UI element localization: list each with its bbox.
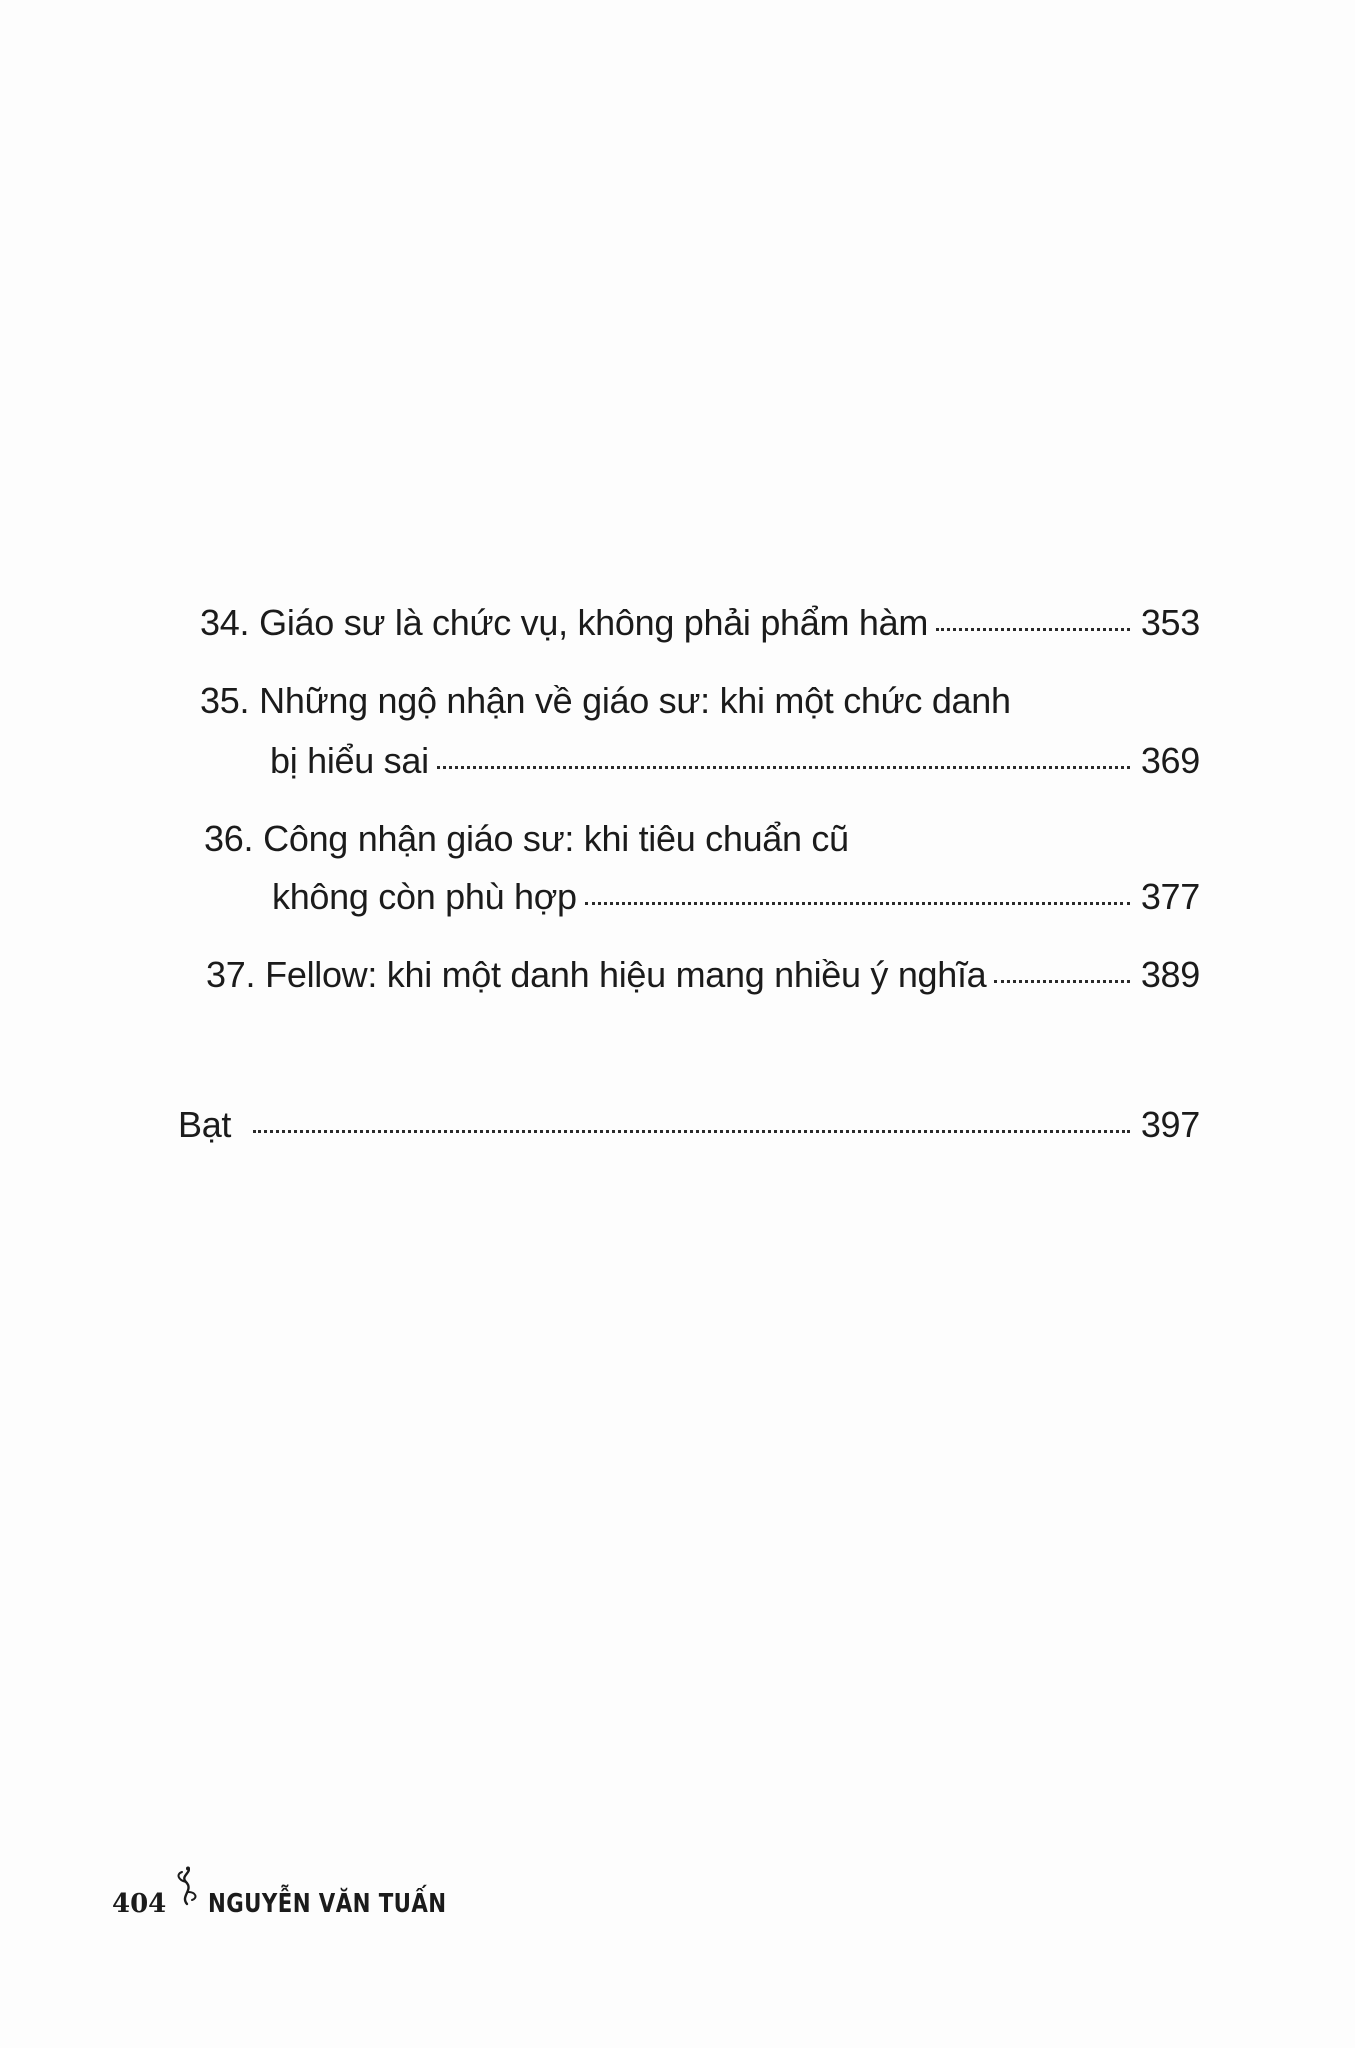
toc-line bbox=[178, 1104, 1200, 1146]
entry-title: Giáo sư là chức vụ, không phải phẩm hàm bbox=[259, 602, 929, 643]
toc-line bbox=[204, 818, 849, 860]
entry-number: 37. bbox=[206, 954, 256, 995]
entry-title-continued: không còn phù hợp bbox=[272, 876, 577, 917]
entry-title-continued: bị hiểu sai bbox=[270, 740, 429, 781]
entry-page-number: 377 bbox=[1140, 876, 1200, 917]
afterword-title: Bạt bbox=[178, 1104, 232, 1145]
toc-line bbox=[200, 602, 1200, 644]
floral-ornament-icon bbox=[174, 1866, 200, 1915]
entry-page-number: 389 bbox=[1140, 954, 1200, 995]
running-footer bbox=[112, 1872, 499, 1921]
dot-leader bbox=[437, 766, 1130, 769]
dot-leader bbox=[936, 628, 1130, 631]
folio-page-number: 404 bbox=[112, 1889, 167, 1919]
entry-number: 36. bbox=[204, 818, 254, 859]
entry-number: 35. bbox=[200, 680, 250, 721]
dot-leader bbox=[585, 902, 1130, 905]
entry-page-number: 369 bbox=[1140, 740, 1200, 781]
entry-number: 34. bbox=[200, 602, 250, 643]
dot-leader bbox=[253, 1130, 1130, 1133]
author-name: NGUYỄN VĂN TUẤN bbox=[208, 1889, 447, 1919]
toc-line-continued bbox=[270, 740, 1200, 782]
toc-line-continued bbox=[272, 876, 1200, 918]
entry-title: Công nhận giáo sư: khi tiêu chuẩn cũ bbox=[263, 818, 849, 859]
dot-leader bbox=[994, 980, 1130, 983]
afterword-page-number: 397 bbox=[1140, 1104, 1200, 1145]
toc-line bbox=[200, 680, 1011, 722]
toc-line bbox=[206, 954, 1200, 996]
entry-page-number: 353 bbox=[1140, 602, 1200, 643]
entry-title: Fellow: khi một danh hiệu mang nhiều ý nghĩa bbox=[265, 954, 987, 995]
entry-title: Những ngộ nhận về giáo sư: khi một chức danh bbox=[259, 680, 1011, 721]
